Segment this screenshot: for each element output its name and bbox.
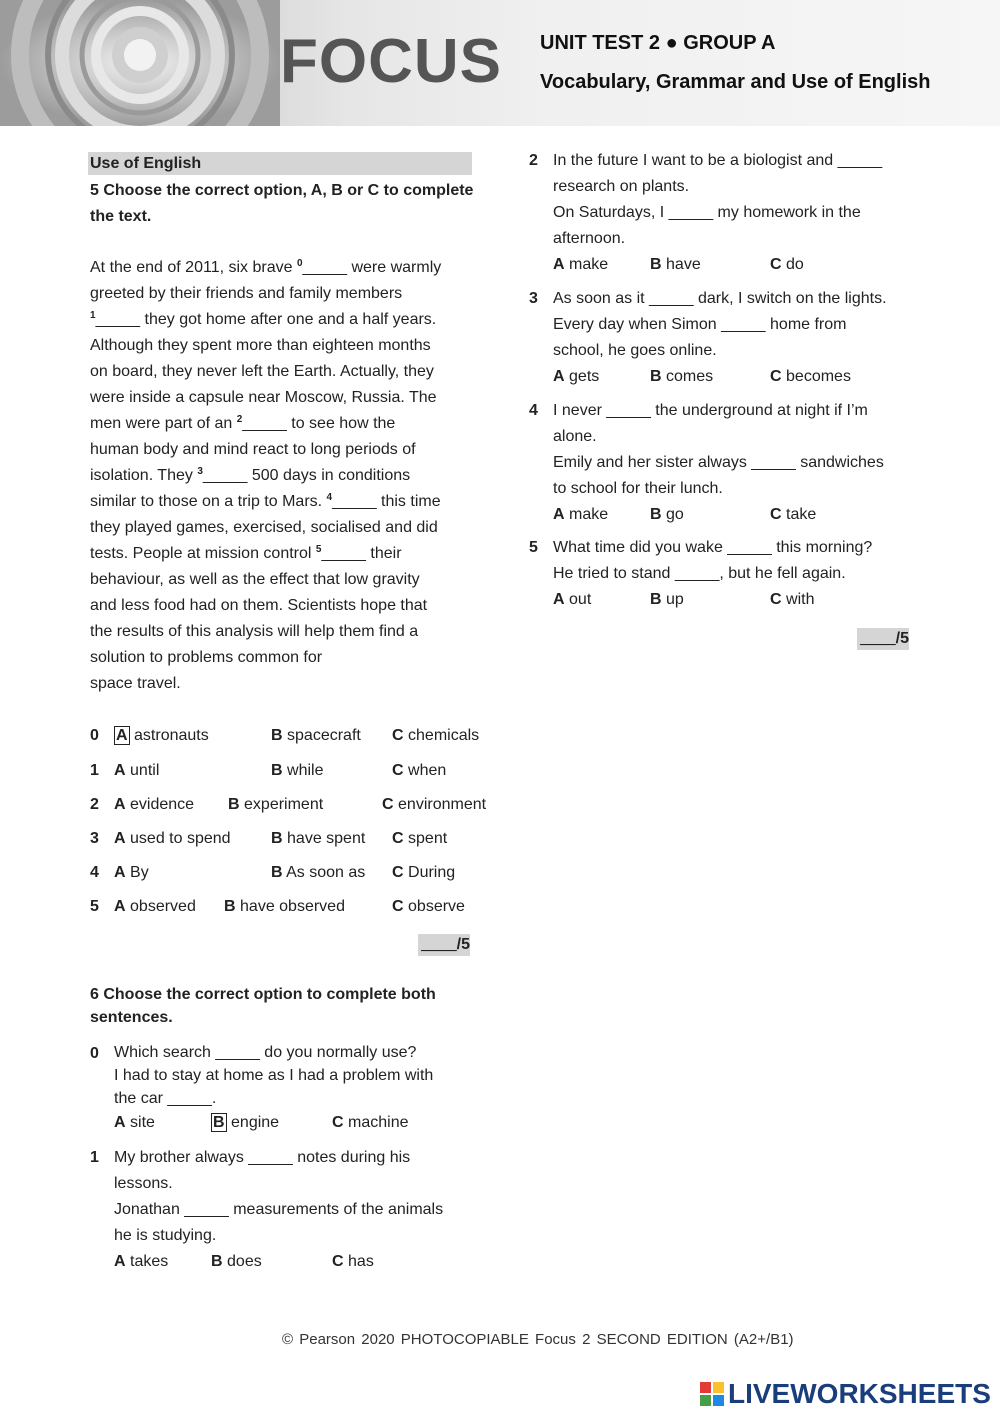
ex6-question-2: In the future I want to be a biologist and _____ research on plants. On Saturdays, I _____ my homework in the afternoon.	[553, 152, 883, 247]
ex6-question-3: As soon as it _____ dark, I switch on the lights. Every day when Simon _____ home from school, he goes online.	[553, 290, 887, 359]
ex6-question-0: Which search _____ do you normally use? I had to stay at home as I had a problem with the car _____.	[114, 1044, 434, 1107]
ex6-question-5: What time did you wake _____ this morning? He tried to stand _____, but he fell again.	[553, 539, 873, 582]
focus-logo: FOCUS	[280, 27, 502, 96]
ex6-option-a[interactable]: A site	[114, 1114, 155, 1131]
ex6-option-c[interactable]: C has	[332, 1253, 374, 1270]
ex5-option-c[interactable]: C During	[392, 864, 456, 881]
liveworksheets-logo-icon	[700, 1382, 724, 1411]
passage-line: space travel.	[90, 675, 181, 692]
copyright-footer: © Pearson 2020 PHOTOCOPIABLE Focus 2 SECOND EDITION (A2+/B1)	[282, 1331, 794, 1348]
ex5-option-c[interactable]: C environment	[382, 796, 487, 813]
ex5-item-number: 0	[90, 727, 99, 744]
liveworksheets-wordmark: LIVEWORKSHEETS	[728, 1378, 991, 1409]
ex6-item-number: 5	[529, 539, 538, 556]
ex6-item-number: 2	[529, 152, 538, 169]
ex6-option-c[interactable]: C becomes	[770, 368, 851, 385]
selected-letter-b: B	[213, 1114, 225, 1131]
ex5-option-b[interactable]: B spacecraft	[271, 727, 361, 744]
ex5-option-a[interactable]: A observed	[114, 898, 196, 915]
passage-line: $^1$_____ they got home after one and a half years.	[90, 310, 437, 328]
ex6-option-a[interactable]: A make	[553, 256, 609, 273]
ex6-option-a[interactable]: A make	[553, 506, 609, 523]
ex6-option-c[interactable]: C do	[770, 256, 804, 273]
ex6-option-a[interactable]: A out	[553, 591, 592, 608]
passage-line: greeted by their friends and family members	[90, 285, 403, 302]
unit-title: UNIT TEST 2 ● GROUP A	[540, 32, 776, 54]
ex6-option-b[interactable]: B go	[650, 506, 684, 523]
ex6-option-c[interactable]: C take	[770, 506, 817, 523]
ex5-option-b[interactable]: B have spent	[271, 830, 366, 847]
ex6-instruction: 6 Choose the correct option to complete both	[90, 986, 436, 1003]
passage-line: and less food had on them. Scientists hope that	[90, 597, 428, 614]
ex6-option-b[interactable]: B comes	[650, 368, 714, 385]
ex5-option-c[interactable]: C observe	[392, 898, 465, 915]
ex6-item-number: 3	[529, 290, 538, 307]
ex5-option-b[interactable]: B As soon as	[271, 864, 366, 881]
ex5-passage	[90, 255, 441, 697]
passage-line: Although they spent more than eighteen months	[90, 337, 431, 354]
ex5-item-number: 5	[90, 898, 99, 915]
ex5-instruction: 5 Choose the correct option, A, B or C to complete	[90, 182, 474, 199]
passage-line: were inside a capsule near Moscow, Russia. The	[90, 389, 437, 406]
ex6-item-number: 4	[529, 402, 538, 419]
passage-line: similar to those on a trip to Mars. $^4$_____ this time	[90, 492, 441, 510]
passage-line: the results of this analysis will help them find a	[90, 623, 419, 640]
ex5-score-box: ____/5	[418, 934, 470, 956]
ex6-question-4: I never _____ the underground at night if I’m alone. Emily and her sister always _____ sandwiches to school for their lunch.	[553, 402, 884, 497]
ex5-instruction-cont: the text.	[90, 208, 152, 225]
ex6-option-b[interactable]: B engine	[213, 1114, 280, 1131]
ex5-option-a[interactable]: A astronauts	[116, 727, 209, 744]
ex6-option-c[interactable]: C with	[770, 591, 815, 608]
passage-line: solution to problems common for	[90, 649, 323, 666]
ex6-option-b[interactable]: B up	[650, 591, 684, 608]
swirl-graphic	[0, 0, 280, 126]
passage-line: isolation. They $^3$_____ 500 days in conditions	[90, 466, 411, 484]
ex5-item-number: 3	[90, 830, 99, 847]
ex5-item-number: 1	[90, 762, 99, 779]
ex6-option-b[interactable]: B have	[650, 256, 701, 273]
ex6-option-b[interactable]: B does	[211, 1253, 262, 1270]
passage-line: tests. People at mission control $^5$_____ their	[90, 544, 402, 562]
ex6-option-a[interactable]: A takes	[114, 1253, 169, 1270]
passage-line: human body and mind react to long periods of	[90, 441, 416, 458]
ex5-option-c[interactable]: C chemicals	[392, 727, 480, 744]
ex6-score-box: ____/5	[857, 628, 909, 650]
ex5-option-c[interactable]: C when	[392, 762, 447, 779]
ex6-option-a[interactable]: A gets	[553, 368, 600, 385]
ex5-item-number: 4	[90, 864, 99, 881]
ex6-instruction-cont: sentences.	[90, 1009, 173, 1026]
ex5-option-b[interactable]: B have observed	[224, 898, 345, 915]
passage-line: At the end of 2011, six brave $^0$_____ were warmly	[90, 258, 442, 276]
passage-line: men were part of an $^2$_____ to see how the	[90, 414, 396, 432]
section-header	[88, 152, 472, 175]
ex5-option-c[interactable]: C spent	[392, 830, 448, 847]
liveworksheets-watermark	[700, 1377, 991, 1411]
ex6-item-number: 0	[90, 1045, 99, 1062]
unit-subtitle: Vocabulary, Grammar and Use of English	[540, 71, 931, 93]
ex5-option-a[interactable]: A evidence	[114, 796, 195, 813]
ex6-question-1: My brother always _____ notes during his lessons. Jonathan _____ measurements of the animals he is studying.	[114, 1149, 444, 1244]
ex5-option-b[interactable]: B while	[271, 762, 324, 779]
ex5-option-b[interactable]: B experiment	[228, 796, 324, 813]
ex5-item-number: 2	[90, 796, 99, 813]
ex5-option-a[interactable]: A By	[114, 864, 149, 881]
ex5-option-a[interactable]: A used to spend	[114, 830, 231, 847]
passage-line: behaviour, as well as the effect that low gravity	[90, 571, 420, 588]
passage-line: they played games, exercised, socialised and did	[90, 519, 438, 536]
section-label: Use of English	[90, 155, 202, 172]
ex6-option-c[interactable]: C machine	[332, 1114, 409, 1131]
passage-line: on board, they never left the Earth. Actually, they	[90, 363, 434, 380]
ex6-item-number: 1	[90, 1149, 99, 1166]
ex5-option-a[interactable]: A until	[114, 762, 160, 779]
selected-letter-a: A	[116, 727, 128, 744]
